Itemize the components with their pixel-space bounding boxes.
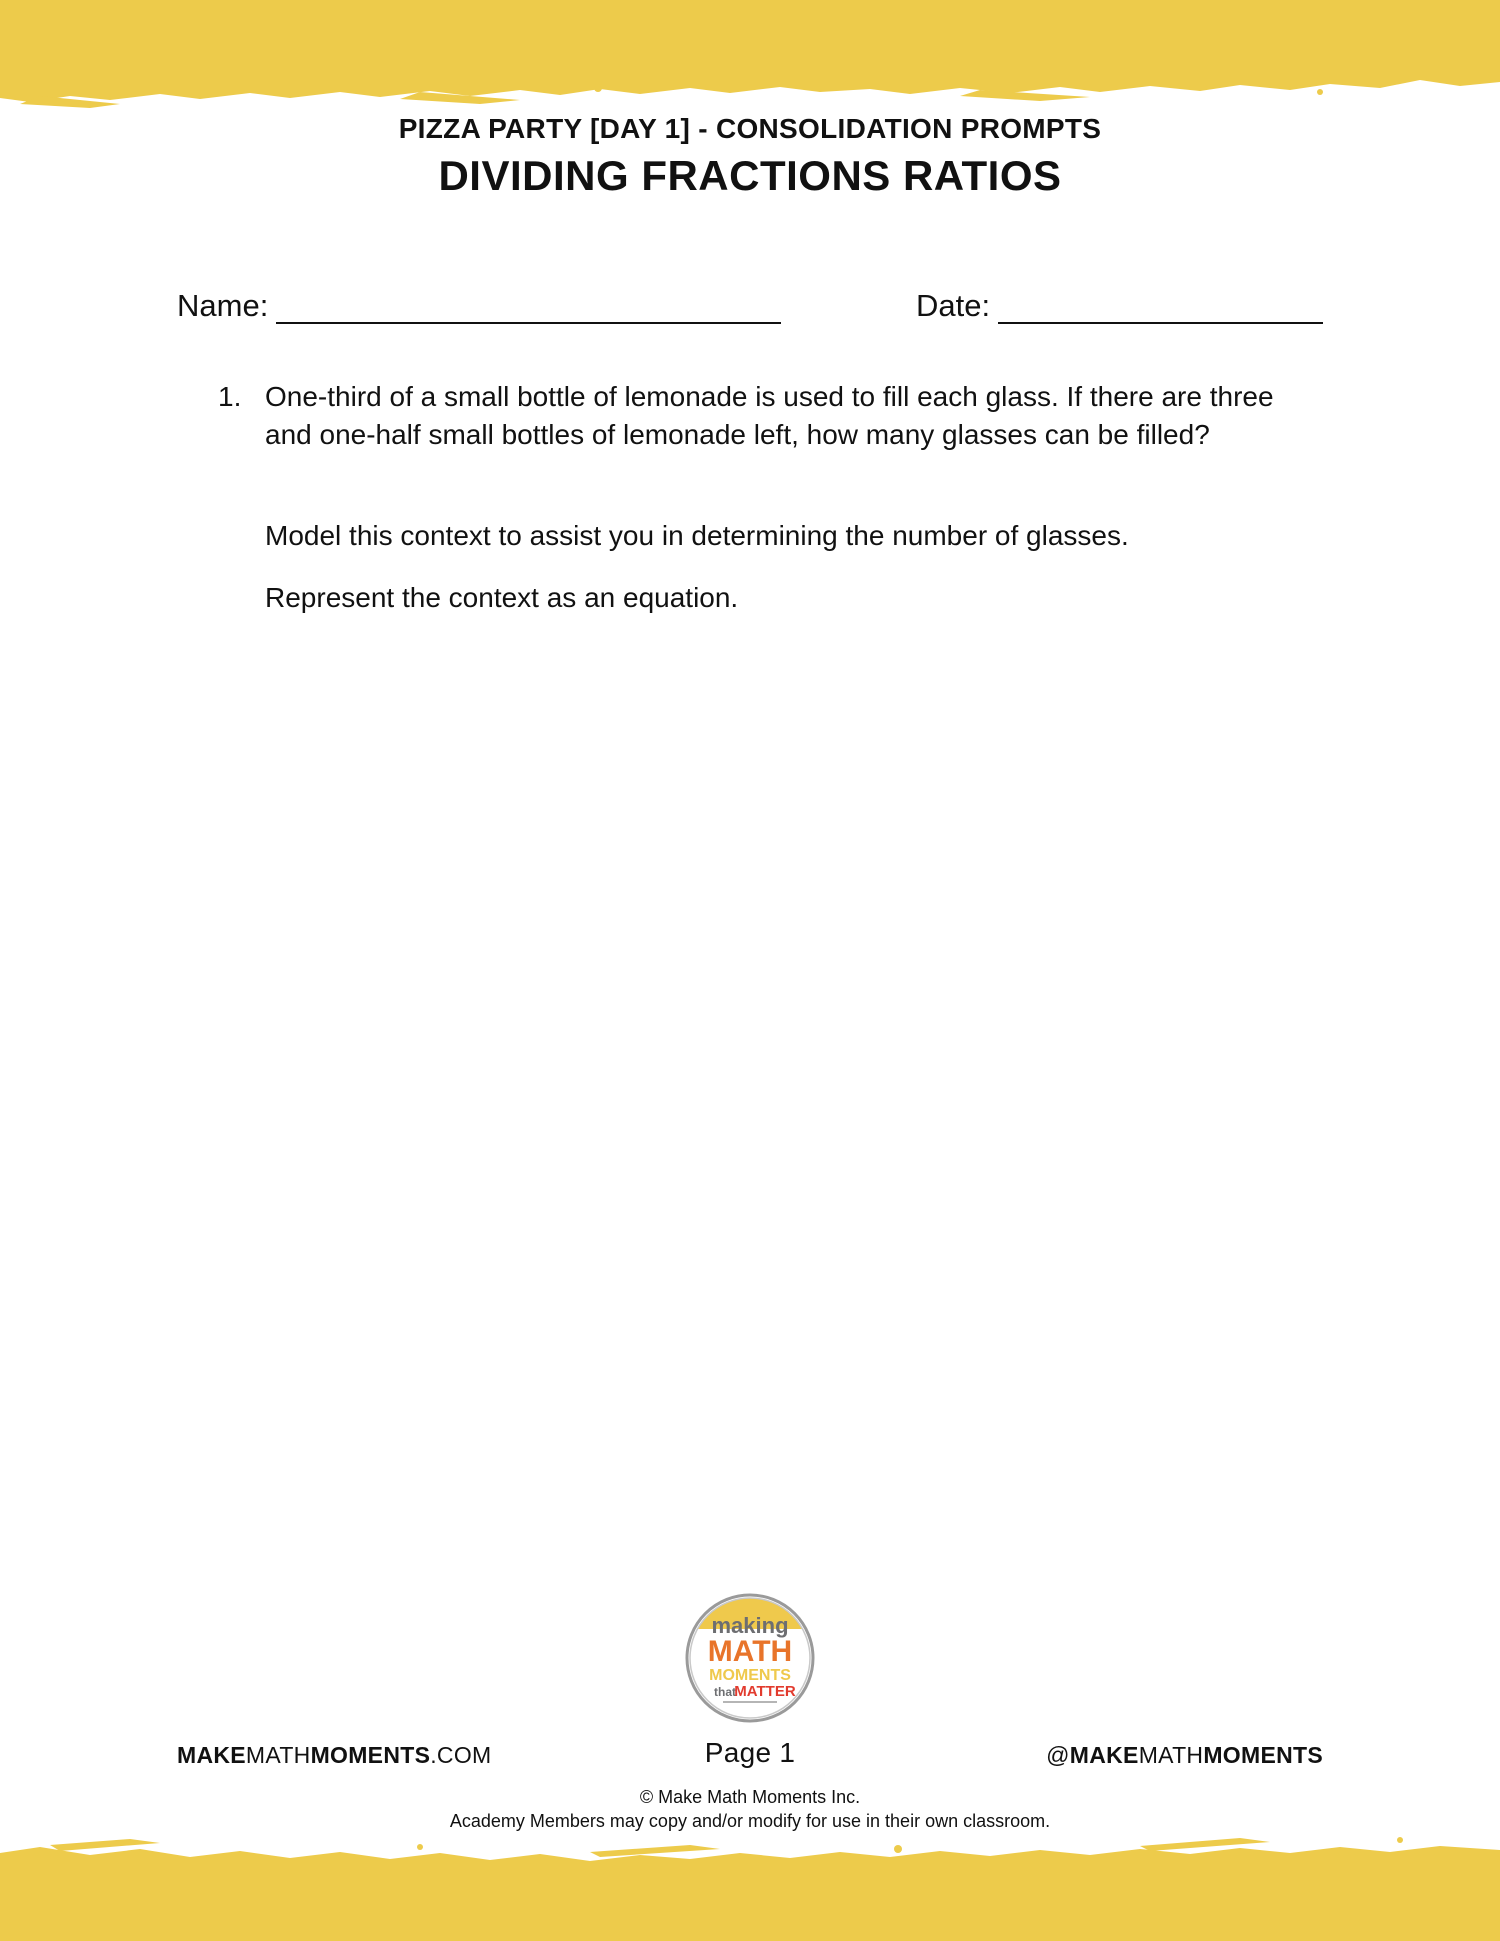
footer-website-part4: .COM xyxy=(430,1742,492,1768)
model-instruction: Model this context to assist you in determining the number of glasses. xyxy=(265,520,1129,551)
question-text: One-third of a small bottle of lemonade is used to fill each glass. If there are three and one-half small bottles of lemonade left, how many glasses can be filled? xyxy=(265,381,1274,450)
footer-website-part1: MAKE xyxy=(177,1742,246,1768)
footer-handle-part1: @ xyxy=(1046,1742,1070,1768)
top-paint-band xyxy=(0,0,1500,110)
name-label: Name: xyxy=(177,288,269,323)
footer-social-handle[interactable] xyxy=(1046,1742,1323,1769)
name-field xyxy=(177,288,781,324)
date-field xyxy=(916,288,1323,324)
footer-website-part3: MOMENTS xyxy=(310,1742,431,1768)
logo-line4a: that xyxy=(714,1685,736,1699)
equation-instruction: Represent the context as an equation. xyxy=(265,582,739,613)
footer-website-part2: MATH xyxy=(245,1742,311,1768)
footer-handle-part4: MOMENTS xyxy=(1203,1742,1323,1768)
footer-handle-part3: MATH xyxy=(1138,1742,1204,1768)
bottom-paint-band xyxy=(0,1825,1500,1941)
logo-line2: MATH xyxy=(707,1635,793,1668)
date-label: Date: xyxy=(916,288,991,323)
license-line: Academy Members may copy and/or modify for use in their own classroom. xyxy=(449,1811,1051,1831)
name-line[interactable] xyxy=(276,294,781,324)
question-number: 1. xyxy=(218,381,242,412)
making-math-moments-logo xyxy=(685,1593,815,1723)
worksheet-title: DIVIDING FRACTIONS RATIOS xyxy=(438,152,1062,199)
logo-line1: making xyxy=(711,1613,789,1638)
copyright-line: © Make Math Moments Inc. xyxy=(639,1787,861,1807)
date-line[interactable] xyxy=(998,294,1323,324)
footer-handle-part2: MAKE xyxy=(1069,1742,1139,1768)
page-number: Page 1 xyxy=(704,1737,796,1768)
logo-line4b: MATTER xyxy=(734,1683,796,1700)
logo-line3: MOMENTS xyxy=(709,1667,791,1684)
worksheet-subtitle: PIZZA PARTY [DAY 1] - CONSOLIDATION PROMPTS xyxy=(398,113,1102,144)
